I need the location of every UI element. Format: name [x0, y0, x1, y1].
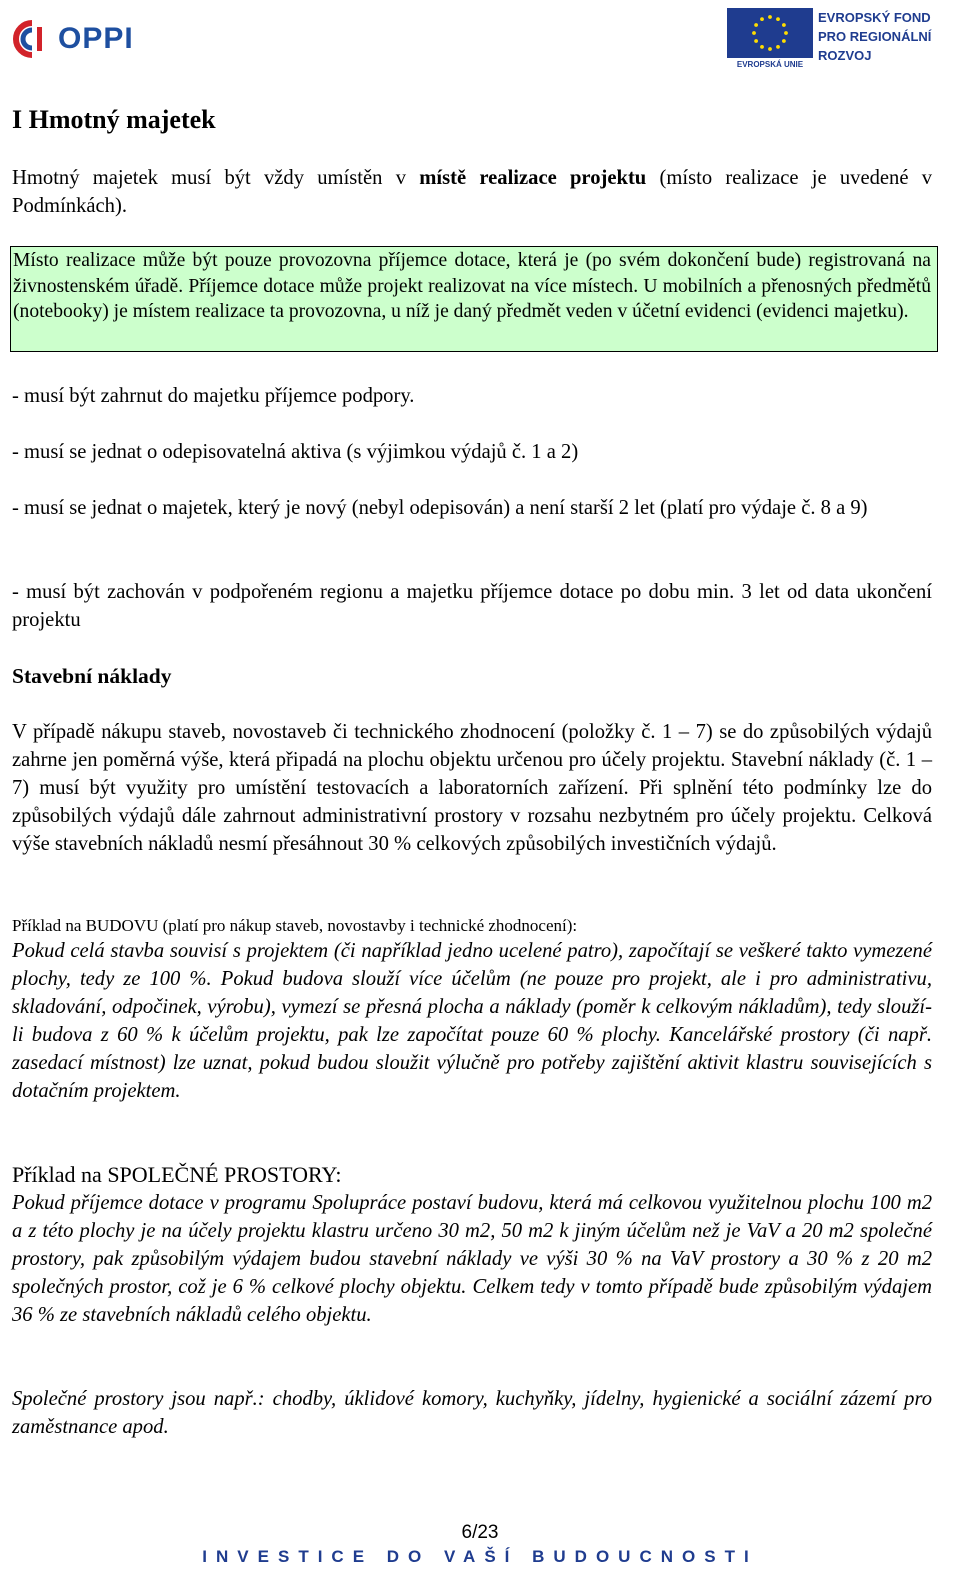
- rule-item: - musí se jednat o odepisovatelná aktiva (s výjimkou výdajů č. 1 a 2): [12, 441, 579, 463]
- eu-star-icon: [754, 39, 758, 43]
- section-title: I Hmotný majetek: [12, 105, 216, 134]
- erdf-logo-text: [818, 8, 931, 65]
- eu-star-icon: [752, 31, 756, 35]
- rule-item: - musí se jednat o majetek, který je nový (nebyl odepisován) a není starší 2 let (platí pro výdaje č. 8 a 9): [12, 497, 868, 519]
- erdf-line: PRO REGIONÁLNÍ: [818, 29, 932, 44]
- eu-caption: EVROPSKÁ UNIE: [736, 60, 804, 69]
- eu-logo: [727, 8, 813, 72]
- eu-star-icon: [782, 39, 786, 43]
- eu-star-icon: [784, 31, 788, 35]
- highlight-box: [10, 246, 938, 352]
- eu-star-icon: [768, 47, 772, 51]
- footer-slogan: INVESTICE DO VAŠÍ BUDOUCNOSTI: [202, 1547, 758, 1566]
- example-heading: Příklad na BUDOVU (platí pro nákup staveb, novostavby i technické zhodnocení):: [12, 916, 578, 935]
- intro-text: (místo realizace je uvedené v Podmínkách).: [12, 167, 932, 217]
- eu-star-icon: [776, 45, 780, 49]
- intro-paragraph: [12, 164, 932, 220]
- example-text: Pokud celá stavba souvisí s projektem (či například jedno ucelené patro), započítají se veškeré takto vymezené plochy, tedy ze 100 %. Pokud budova slouží více účelům (ne pouze pro projekt, ale i pro administrativu, skladování, odpočinek, výrobu), vymezí se přesná plocha a náklady (poměr k celkovým nákladům), tedy slouží-li budova z 60 % k účelům projektu, pak lze započítat pouze 60 % plochy. Kancelářské prostory (či např. zasedací místnost) lze uznat, pokud budou sloužit výlučně pro potřeby zajištění aktivit klastru souvisejících s dotačním projektem.: [12, 940, 932, 1102]
- highlight-text: Místo realizace může být pouze provozovna příjemce dotace, která je (po svém dokončení bude) registrovaná na živnostenském úřadě. Příjemce dotace může projekt realizovat na více místech. U mobilních a přenosných předmětů (notebooky) je místem realizace ta provozovna, u níž je daný předmět veden v účetní evidenci (evidenci majetku).: [13, 250, 931, 322]
- page-number: 6/23: [461, 1522, 499, 1543]
- example-note: Společné prostory jsou např.: chodby, úklidové komory, kuchyňky, jídelny, hygienické a sociální zázemí pro zaměstnance apod.: [12, 1388, 932, 1438]
- section-subtitle: Stavební náklady: [12, 664, 172, 688]
- page-header: [0, 0, 960, 80]
- oppi-logo-text: OPPI: [58, 22, 134, 55]
- erdf-line: EVROPSKÝ FOND: [818, 10, 931, 25]
- example-heading: Příklad na SPOLEČNÉ PROSTORY:: [12, 1162, 342, 1187]
- oppi-logo: [12, 14, 134, 64]
- intro-text: Hmotný majetek musí být vždy umístěn v: [12, 167, 420, 189]
- rule-item: - musí být zachován v podpořeném regionu a majetku příjemce dotace po dobu min. 3 let od data ukončení projektu: [12, 581, 932, 631]
- eu-star-icon: [760, 17, 764, 21]
- section-paragraph: V případě nákupu staveb, novostaveb či technického zhodnocení (položky č. 1 – 7) se do způsobilých výdajů zahrne jen poměrná výše, která připadá na plochu objektu určenou pro účely projektu. Stavební náklady (č. 1 – 7) musí být využity pro umístění testovacích a laboratorních zařízení. Při splnění této podmínky lze do způsobilých výdajů dále zahrnout administrativní prostory v rozsahu nezbytném pro účely projektu. Celková výše stavebních nákladů nesmí přesáhnout 30 % celkových způsobilých investičních výdajů.: [12, 721, 932, 855]
- rule-item: - musí být zahrnut do majetku příjemce podpory.: [12, 385, 415, 407]
- eu-star-icon: [782, 23, 786, 27]
- erdf-line: ROZVOJ: [818, 48, 872, 63]
- oppi-emblem-icon: [12, 19, 52, 59]
- eu-star-icon: [768, 15, 772, 19]
- example-text: Pokud příjemce dotace v programu Spolupráce postaví budovu, která má celkovou využitelnou plochu 100 m2 a z této plochy je na účely projektu klastru určeno 30 m2, 50 m2 k jiným účelům než je VaV a 20 m2 společné prostory, pak způsobilým výdajem budou stavební náklady ve výši 30 % na VaV prostory a 30 % z 20 m2 společných prostor, což je 6 % celkové plochy objektu. Celkem tedy v tomto případě bude způsobilým výdajem 36 % ze stavebních nákladů celého objektu.: [12, 1192, 932, 1326]
- eu-star-icon: [776, 17, 780, 21]
- eu-star-icon: [754, 23, 758, 27]
- eu-star-icon: [760, 45, 764, 49]
- intro-emphasis: místě realizace projektu: [419, 167, 647, 189]
- eu-flag-icon: [727, 8, 813, 58]
